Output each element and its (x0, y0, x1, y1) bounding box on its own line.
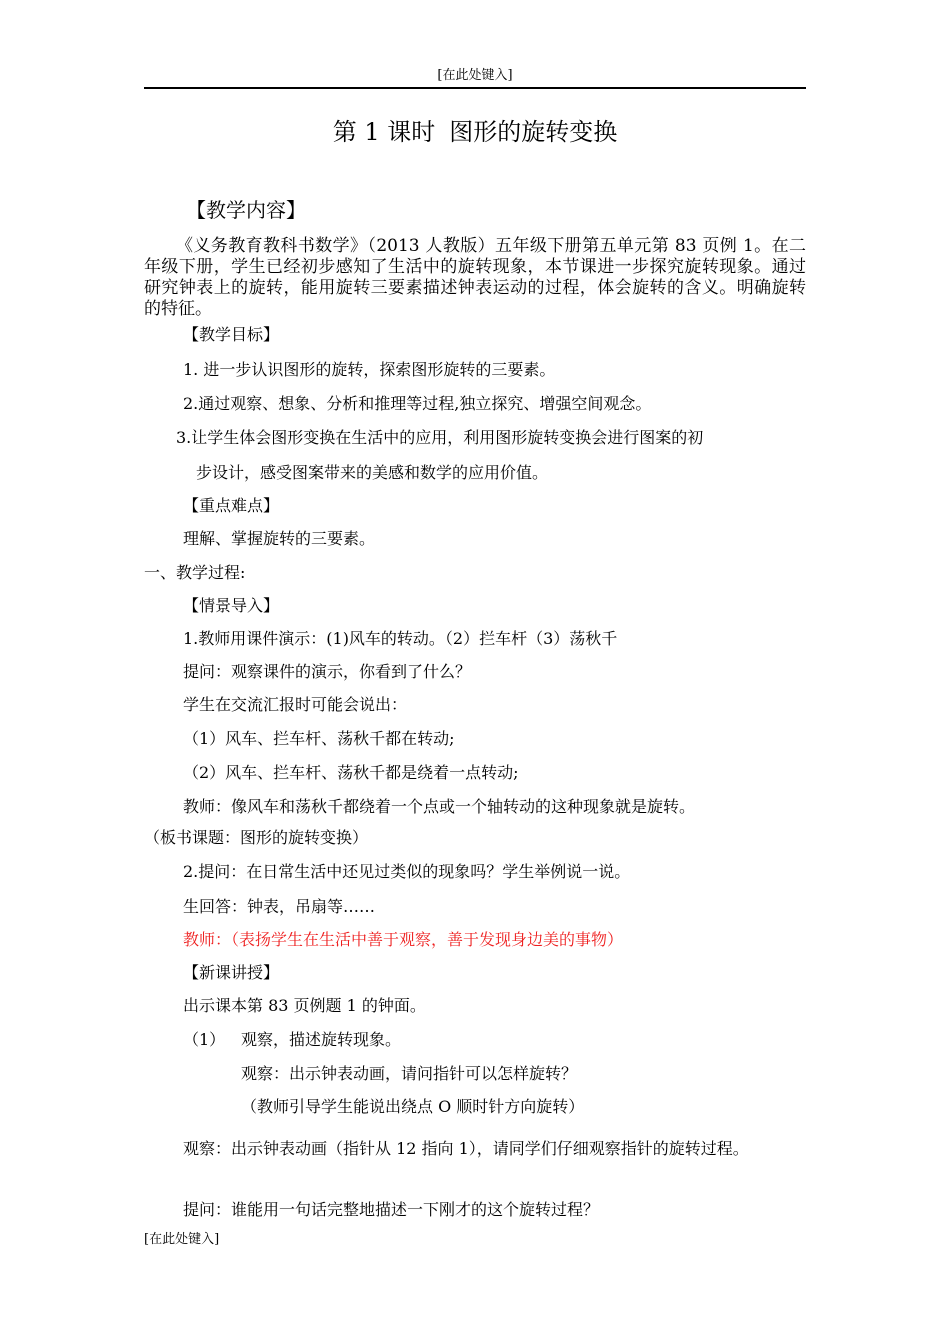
document-title (0, 116, 950, 148)
heading-scene-intro: 【情景导入】 (183, 596, 280, 615)
new-lesson-line-1: 出示课本第 83 页例题 1 的钟面。 (183, 996, 426, 1015)
heading-teaching-goals: 【教学目标】 (183, 325, 280, 344)
heading-new-lesson: 【新课讲授】 (183, 963, 280, 982)
heading-teaching-content: 【教学内容】 (186, 198, 306, 222)
page-footer: [在此处键入] (144, 1232, 220, 1247)
intro-line-4: （1）风车、拦车杆、荡秋千都在转动; (183, 729, 455, 748)
intro-line-2: 提问：观察课件的演示，你看到了什么？ (183, 662, 472, 681)
teaching-content-paragraph: 《义务教育教科书数学》（2013 人教版）五年级下册第五单元第 83 页例 1。在二年级下册，学生已经初步感知了生活中的旋转现象，本节课进一步探究旋转现象。通过研究钟表上的旋转，能用旋转三要素描述钟表运动的过程，体会旋转的含义。明确旋转的特征。 (144, 236, 806, 319)
new-lesson-sub-line-3: （教师引导学生能说出绕点 O 顺时针方向旋转） (241, 1097, 585, 1116)
intro-line-1: 1.教师用课件演示：(1)风车的转动。（2）拦车杆（3）荡秋千 (183, 629, 618, 648)
new-lesson-sub-item-1 (183, 1030, 401, 1050)
heading-teaching-process: 一、教学过程: (144, 563, 246, 582)
intro-line-5: （2）风车、拦车杆、荡秋千都是绕着一点转动; (183, 763, 519, 782)
intro-line-3: 学生在交流汇报时可能会说出： (183, 695, 408, 714)
new-lesson-question-line: 提问：谁能用一句话完整地描述一下刚才的这个旋转过程？ (183, 1200, 600, 1219)
goal-item-3-line2: 步设计，感受图案带来的美感和数学的应用价值。 (196, 463, 549, 482)
intro-line-6b: （板书课题：图形的旋转变换） (144, 828, 369, 847)
page-header: [在此处键入] (437, 68, 513, 83)
sub-item-label: （1） (183, 1030, 226, 1049)
sub-item-text: 观察，描述旋转现象。 (241, 1030, 402, 1049)
goal-item-2: 2.通过观察、想象、分析和推理等过程,独立探究、增强空间观念。 (183, 394, 652, 413)
key-points-text: 理解、掌握旋转的三要素。 (183, 529, 376, 548)
title-topic: 图形的旋转变换 (449, 118, 618, 146)
heading-key-points: 【重点难点】 (183, 496, 280, 515)
title-lesson-number: 第 1 课时 (332, 118, 436, 146)
goal-item-1: 1. 进一步认识图形的旋转，探索图形旋转的三要素。 (183, 360, 556, 379)
header-divider (144, 87, 806, 89)
new-lesson-sub-line-2: 观察：出示钟表动画，请问指针可以怎样旋转？ (241, 1064, 578, 1083)
intro-line-9-teacher-praise: 教师：（表扬学生在生活中善于观察，善于发现身边美的事物） (183, 930, 624, 949)
intro-line-6a: 教师：像风车和荡秋千都绕着一个点或一个轴转动的这种现象就是旋转。 (183, 797, 696, 816)
intro-line-7: 2.提问：在日常生活中还见过类似的现象吗？学生举例说一说。 (183, 862, 631, 881)
goal-item-3-line1: 3.让学生体会图形变换在生活中的应用，利用图形旋转变换会进行图案的初 (176, 428, 704, 447)
new-lesson-observe-line: 观察：出示钟表动画（指针从 12 指向 1），请同学们仔细观察指针的旋转过程。 (183, 1139, 749, 1158)
intro-line-8: 生回答：钟表，吊扇等…… (183, 897, 376, 916)
